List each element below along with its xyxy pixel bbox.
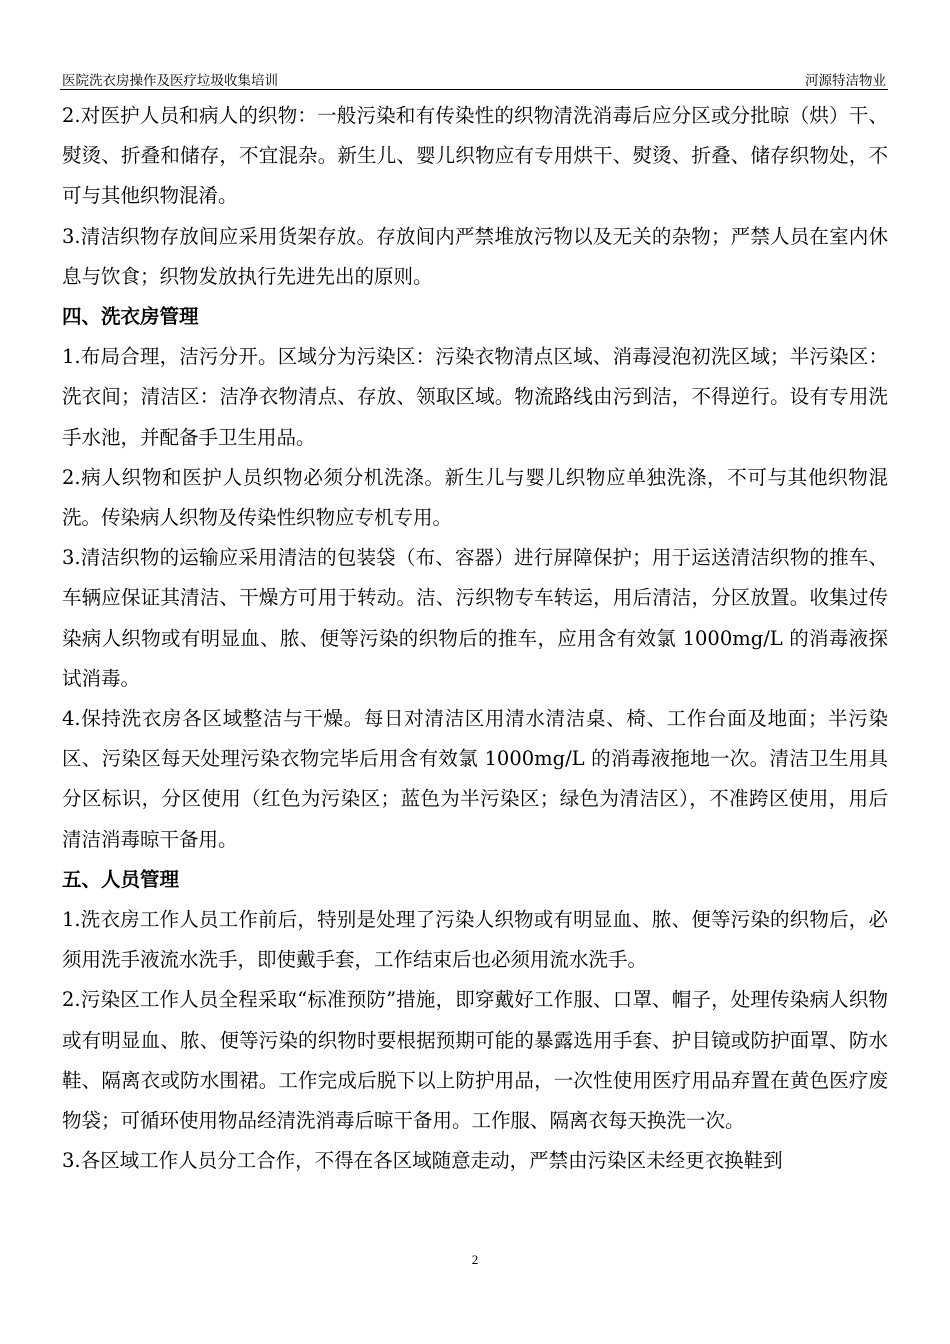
body-paragraph: 3.清洁织物存放间应采用货架存放。存放间内严禁堆放污物以及无关的杂物；严禁人员在室内休息与饮食；织物发放执行先进先出的原则。 bbox=[62, 224, 888, 288]
header-title: 医院洗衣房操作及医疗垃圾收集培训 bbox=[62, 73, 278, 89]
section-heading: 四、洗衣房管理 bbox=[62, 305, 199, 329]
body-paragraph: 1.布局合理，洁污分开。区域分为污染区：污染衣物清点区域、消毒浸泡初洗区域；半污染区：洗衣间；清洁区：洁净衣物清点、存放、领取区域。物流路线由污到洁，不得逆行。设有专用洗手水池，并配备手卫生用品。 bbox=[62, 345, 888, 449]
body-paragraph: 2.污染区工作人员全程采取“标准预防”措施，即穿戴好工作服、口罩、帽子，处理传染病人织物或有明显血、脓、便等污染的织物时要根据预期可能的暴露选用手套、护目镜或防护面罩、防水鞋、隔离衣或防水围裙。工作完成后脱下以上防护用品，一次性使用医疗用品弃置在黄色医疗废物袋；可循环使用物品经清洗消毒后晾干备用。工作服、隔离衣每天换洗一次。 bbox=[62, 988, 888, 1133]
page-number: 2 bbox=[471, 1252, 479, 1267]
body-paragraph: 2.对医护人员和病人的织物：一般污染和有传染性的织物清洗消毒后应分区或分批晾（烘）干、熨烫、折叠和储存，不宜混杂。新生儿、婴儿织物应有专用烘干、熨烫、折叠、储存织物处，不可与其他织物混淆。 bbox=[62, 104, 888, 208]
body-paragraph: 1.洗衣房工作人员工作前后，特别是处理了污染人织物或有明显血、脓、便等污染的织物后，必须用洗手液流水洗手，即使戴手套，工作结束后也必须用流水洗手。 bbox=[62, 908, 888, 972]
body-paragraph: 2.病人织物和医护人员织物必须分机洗涤。新生儿与婴儿织物应单独洗涤，不可与其他织物混洗。传染病人织物及传染性织物应专机专用。 bbox=[62, 465, 888, 530]
body-paragraph: 3.各区域工作人员分工合作，不得在各区域随意走动，严禁由污染区未经更衣换鞋到 bbox=[62, 1149, 783, 1173]
document-body bbox=[62, 96, 888, 1181]
body-paragraph: 3.清洁织物的运输应采用清洁的包装袋（布、容器）进行屏障保护；用于运送清洁织物的推车、车辆应保证其清洁、干燥方可用于转动。洁、污织物专车转运，用后清洁，分区放置。收集过传染病人织物或有明显血、脓、便等污染的织物后的推车，应用含有效氯 1000mg/L 的消毒液探试消毒。 bbox=[62, 546, 888, 690]
header-company: 河源特洁物业 bbox=[805, 73, 886, 89]
section-heading: 五、人员管理 bbox=[62, 867, 180, 891]
body-paragraph: 4.保持洗衣房各区域整洁与干燥。每日对清洁区用清水清洁桌、椅、工作台面及地面；半污染区、污染区每天处理污染衣物完毕后用含有效氯 1000mg/L 的消毒液拖地一次。清洁卫生用具分区标识，分区使用（红色为污染区；蓝色为半污染区；绿色为清洁区），不准跨区使用，用后清洁消毒晾干备用。 bbox=[62, 707, 888, 851]
page-header bbox=[60, 67, 888, 90]
